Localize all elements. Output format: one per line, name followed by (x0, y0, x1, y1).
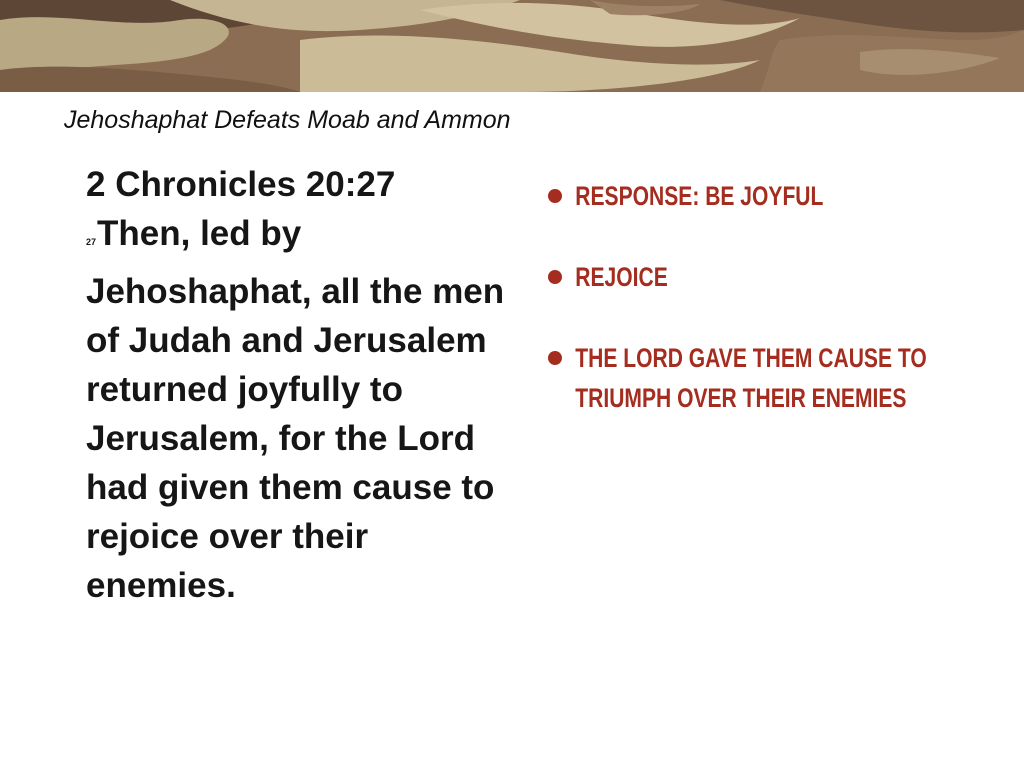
key-point-item (548, 176, 950, 216)
bullet-dot-icon (548, 351, 562, 365)
slide-subtitle: Jehoshaphat Defeats Moab and Ammon (64, 106, 511, 134)
bullet-dot-icon (548, 270, 562, 284)
key-point-text: THE LORD GAVE THEM CAUSE TO TRIUMPH OVER THEIR ENEMIES (575, 343, 927, 413)
key-point-text: REJOICE (575, 262, 668, 292)
scripture-passage (86, 160, 516, 610)
camouflage-banner (0, 0, 1024, 92)
verse-text: Then, led by Jehoshaphat, all the men of Judah and Jerusalem returned joyfully to Jerusalem, for the Lord had given them cause to rejoice over their enemies. (86, 214, 505, 605)
scripture-reference: 2 Chronicles 20:27 (86, 165, 396, 204)
key-point-item (548, 257, 950, 297)
camouflage-pattern-image (0, 0, 1024, 92)
bullet-dot-icon (548, 189, 562, 203)
key-point-text: RESPONSE: BE JOYFUL (575, 181, 824, 211)
verse-number: 27 (86, 237, 97, 247)
key-point-item (548, 338, 950, 418)
key-points-list (548, 176, 968, 418)
